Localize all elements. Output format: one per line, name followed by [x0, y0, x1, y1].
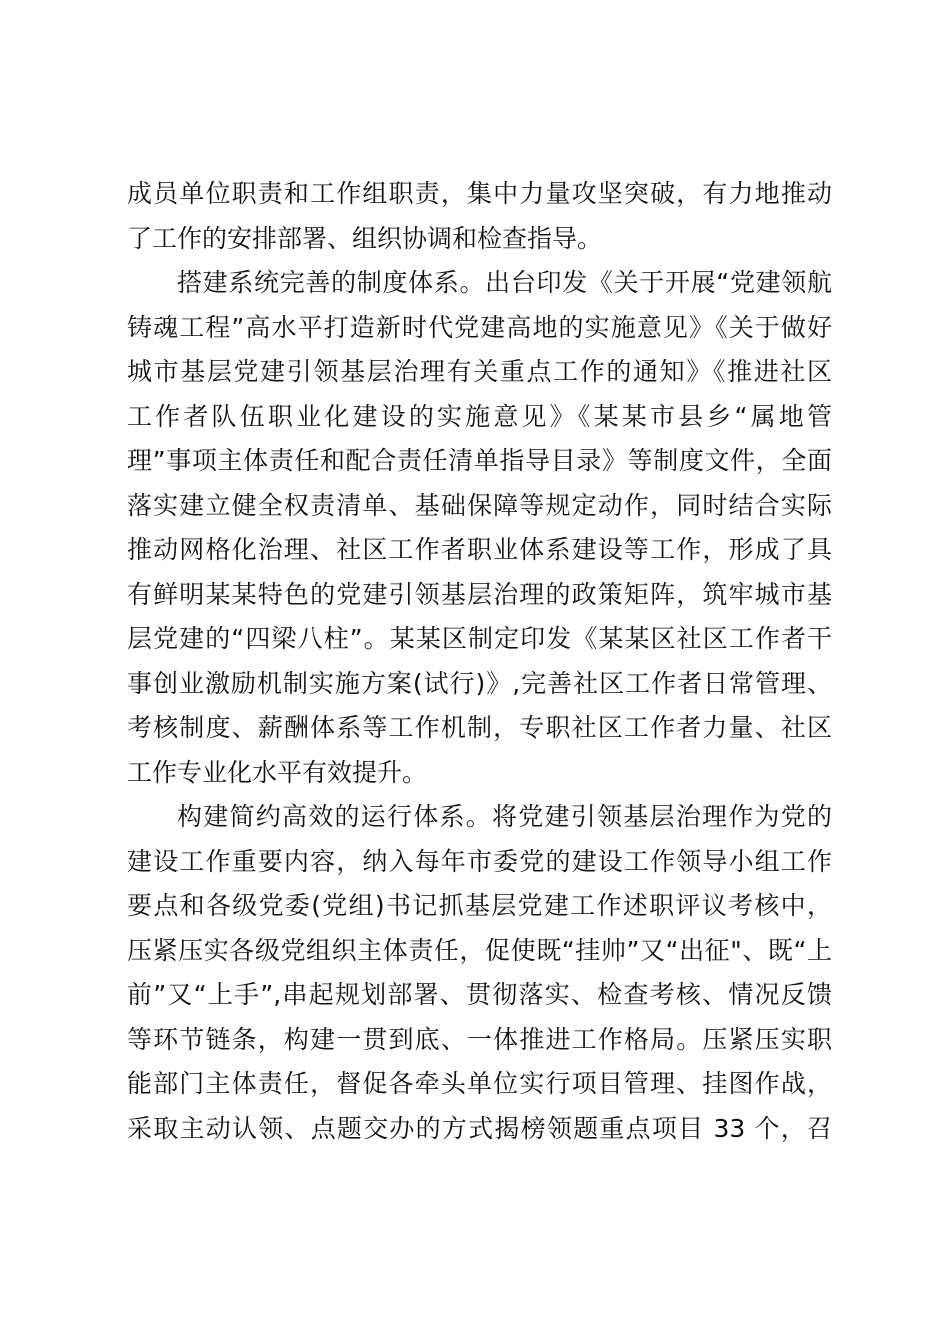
text-line: 工作专业化水平有效提升。	[127, 757, 428, 787]
text-line: 建设工作重要内容，纳入每年市委党的建设工作领导小组工作	[127, 846, 832, 876]
text-line: 层党建的“四梁八柱”。某某区制定印发《某某区社区工作者干	[127, 624, 832, 653]
text-line: 考核制度、薪酬体系等工作机制，专职社区工作者力量、社区	[127, 713, 832, 742]
text-line: 等环节链条，构建一贯到底、一体推进工作格局。压紧压实职	[127, 1024, 832, 1054]
text-line: 要点和各级党委(党组)书记抓基层党建工作述职评议考核中，	[127, 891, 832, 920]
paragraph-institutional-system	[127, 261, 832, 795]
text-line: 铸魂工程”高水平打造新时代党建高地的实施意见》《关于做好	[127, 312, 832, 342]
paragraph-operating-system	[127, 795, 832, 1151]
text-line: 工作者队伍职业化建设的实施意见》《某某市县乡“属地管	[127, 401, 832, 431]
text-line: 压紧压实各级党组织主体责任，促使既“挂帅”又“出征"、既“上	[127, 935, 832, 965]
text-line: 有鲜明某某特色的党建引领基层治理的政策矩阵，筑牢城市基	[127, 579, 832, 609]
text-line: 城市基层党建引领基层治理有关重点工作的通知》《推进社区	[127, 357, 832, 386]
text-line: 落实建立健全权责清单、基础保障等规定动作，同时结合实际	[127, 490, 832, 520]
paragraph-continuation	[127, 172, 832, 261]
text-line: 搭建系统完善的制度体系。出台印发《关于开展“党建领航	[177, 268, 832, 297]
text-line: 事创业激励机制实施方案(试行)》,完善社区工作者日常管理、	[127, 668, 832, 698]
text-line: 能部门主体责任，督促各牵头单位实行项目管理、挂图作战，	[127, 1069, 832, 1098]
text-line: 前”又“上手”,串起规划部署、贯彻落实、检查考核、情况反馈	[127, 980, 832, 1009]
text-line: 推动网格化治理、社区工作者职业体系建设等工作，形成了具	[127, 535, 832, 564]
text-line: 理”事项主体责任和配合责任清单指导目录》等制度文件，全面	[127, 446, 832, 475]
text-line: 构建简约高效的运行体系。将党建引领基层治理作为党的	[177, 802, 832, 831]
text-line: 采取主动认领、点题交办的方式揭榜领题重点项目 33 个，召	[127, 1113, 832, 1143]
text-line: 了工作的安排部署、组织协调和检查指导。	[127, 223, 603, 253]
text-line: 成员单位职责和工作组职责，集中力量攻坚突破，有力地推动	[127, 179, 832, 208]
document-body	[127, 172, 832, 1151]
